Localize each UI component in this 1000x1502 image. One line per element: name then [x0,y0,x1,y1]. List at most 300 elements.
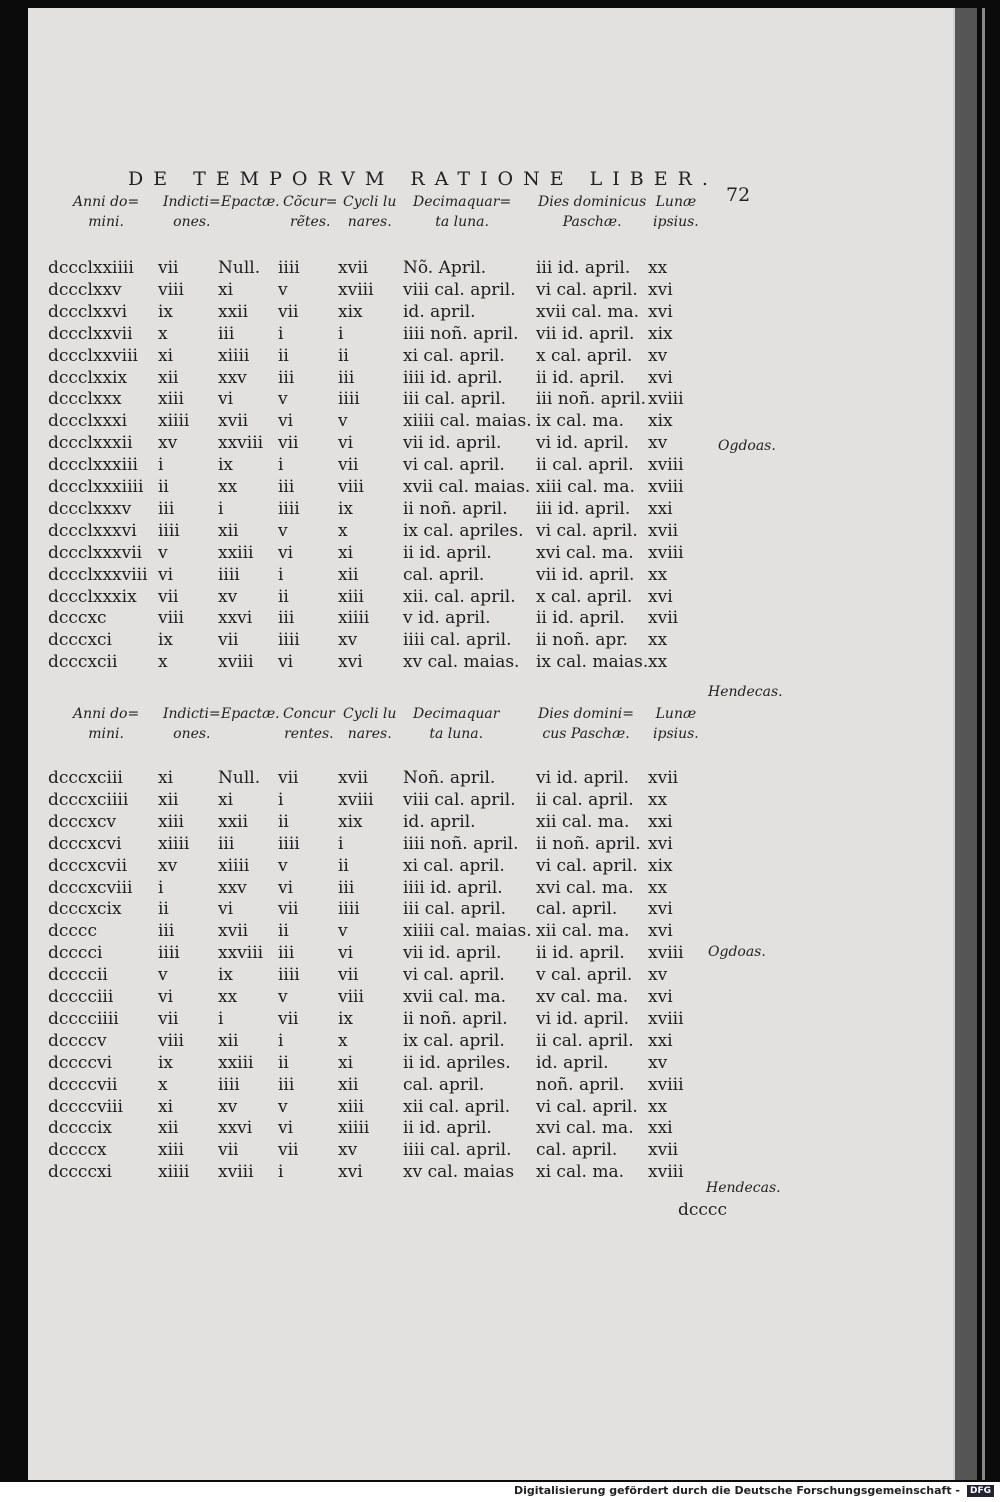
margin-note-ogdoas: Ogdoas. [708,944,766,960]
cell-easter-sunday: vi cal. april. [536,855,638,876]
cell-epact: xii [218,1030,239,1051]
column-header-line: Epactæ. [221,706,280,722]
cell-year: dcccciiii [48,1008,119,1029]
cell-moon-age: xix [648,411,673,432]
column-header-indiction [163,704,221,744]
cell-lunar-cycle: vii [338,965,359,986]
cell-easter-sunday: iii noñ. april. [536,389,647,410]
cell-indiction: xiiii [158,833,190,854]
cell-indiction: iiii [158,520,180,541]
cell-easter-sunday: vi id. april. [536,768,629,788]
column-header-line: rẽtes. [289,214,331,230]
cell-year: dccccvii [48,1074,118,1095]
table-row [28,1118,953,1140]
cell-lunar-cycle: x [338,520,348,541]
column-header-line: Anni do= [73,194,140,210]
column-header-epact [221,704,280,724]
cell-moon-age: xvii [648,520,679,541]
cell-easter-sunday: vii id. april. [536,323,635,344]
cell-indiction: x [158,323,168,344]
cell-year: dccccii [48,965,108,986]
cell-epact: xx [218,987,238,1007]
cell-indiction: vii [158,258,179,278]
cell-easter-sunday: vi cal. april. [536,520,638,541]
cell-year: dcccxcvii [48,855,128,876]
column-header-line: Indicti= [163,706,221,722]
cell-concurrent: i [278,789,284,810]
cell-indiction: iiii [158,943,180,964]
cell-year: dccclxxxiiii [48,477,144,497]
cell-concurrent: v [278,855,288,876]
cell-moon-age: xvii [648,1140,679,1161]
cell-lunar-cycle: v [338,921,348,942]
cell-year: dccccv [48,1030,107,1051]
cell-year: dccclxxxii [48,433,133,454]
cell-year: dccclxxxvii [48,542,143,563]
column-header-line: Decimaquar [413,706,500,722]
cell-fourteenth-moon: xvii cal. maias. [403,477,531,497]
column-header-line: Dies domini= [538,706,634,722]
cell-lunar-cycle: xvi [338,1162,363,1183]
cell-indiction: x [158,652,168,673]
cell-easter-sunday: xvi cal. ma. [536,542,634,563]
cell-indiction: xiii [158,389,184,410]
column-header-line: Dies dominicus [538,194,647,210]
cell-epact: vi [218,899,234,920]
table-row [28,921,953,943]
cell-concurrent: i [278,1030,284,1051]
cell-concurrent: vii [278,768,299,788]
cell-epact: xxv [218,877,247,898]
cell-fourteenth-moon: ii id. apriles. [403,1052,511,1073]
table-row [28,411,953,433]
cell-easter-sunday: xvii cal. ma. [536,301,640,322]
cell-concurrent: vi [278,411,294,432]
cell-concurrent: vii [278,1008,299,1029]
cell-easter-sunday: x cal. april. [536,345,633,366]
cell-indiction: v [158,965,168,986]
cell-lunar-cycle: i [338,833,344,854]
cell-year: dcccci [48,943,103,964]
table-row [28,302,953,324]
table-row [28,1097,953,1119]
cell-epact: iii [218,323,235,344]
cell-indiction: xi [158,1096,174,1117]
cell-epact: i [218,1008,224,1029]
cell-lunar-cycle: xviii [338,279,374,300]
cell-moon-age: xvi [648,987,673,1007]
cell-epact: xiiii [218,345,250,366]
cell-easter-sunday: vii id. april. [536,564,635,585]
cell-year: dccccxi [48,1162,112,1183]
cell-easter-sunday: ii cal. april. [536,455,634,476]
cell-indiction: ii [158,477,169,497]
cell-concurrent: vi [278,877,294,898]
column-header-easter-sunday [538,192,646,232]
cell-year: dcccxcii [48,652,118,673]
table-row [28,943,953,965]
column-header-line: nares. [347,726,392,742]
table-row [28,608,953,630]
cell-epact: xxiii [218,542,254,563]
table-row [28,768,953,790]
column-header-line: ta luna. [429,726,484,742]
cell-epact: iiii [218,564,240,585]
cell-moon-age: xxi [648,1118,673,1139]
cell-concurrent: iiii [278,833,300,854]
cell-concurrent: v [278,389,288,410]
cell-epact: xx [218,477,238,497]
cell-concurrent: ii [278,1052,289,1073]
column-header-fourteenth-moon [413,192,511,232]
cell-lunar-cycle: xiii [338,586,364,607]
cell-indiction: xiii [158,811,184,832]
cell-easter-sunday: ii noñ. apr. [536,630,628,651]
cell-easter-sunday: xi cal. ma. [536,1162,624,1183]
cell-easter-sunday: iii id. april. [536,258,631,278]
table-row [28,455,953,477]
cell-easter-sunday: xii cal. ma. [536,921,630,942]
column-header-easter-sunday [538,704,634,744]
cell-indiction: i [158,455,164,476]
cell-indiction: vii [158,586,179,607]
table-row [28,1162,953,1184]
cell-lunar-cycle: xii [338,1074,359,1095]
cell-indiction: viii [158,608,184,629]
cell-fourteenth-moon: vii id. april. [403,433,502,454]
cell-concurrent: iii [278,943,295,964]
cell-epact: xiiii [218,855,250,876]
cell-concurrent: ii [278,345,289,366]
table-row [28,1031,953,1053]
cell-fourteenth-moon: iiii id. april. [403,877,503,898]
cell-concurrent: ii [278,586,289,607]
column-header-line: ta luna. [435,214,489,230]
cell-lunar-cycle: vi [338,943,354,964]
cell-year: dcccxci [48,630,112,651]
cell-epact: xxv [218,367,247,388]
cell-fourteenth-moon: vi cal. april. [403,965,505,986]
cell-moon-age: xxi [648,498,673,519]
cell-fourteenth-moon: ix cal. april. [403,1030,505,1051]
table-row [28,1009,953,1031]
cell-epact: ix [218,965,234,986]
cell-epact: xviii [218,652,254,673]
column-header-fourteenth-moon [413,704,499,744]
cell-easter-sunday: ix cal. maias. [536,652,649,673]
column-header-line: mini. [88,726,124,742]
column-header-line: mini. [88,214,124,230]
cell-indiction: x [158,1074,168,1095]
cell-moon-age: xviii [648,1074,684,1095]
cell-moon-age: xx [648,630,668,651]
cell-year: dccclxxx [48,389,122,410]
table-row [28,1053,953,1075]
cell-moon-age: xvii [648,608,679,629]
table-row [28,280,953,302]
cell-fourteenth-moon: xv cal. maias [403,1162,515,1183]
cell-concurrent: vii [278,1140,299,1161]
cell-lunar-cycle: xiii [338,1096,364,1117]
cell-moon-age: xv [648,345,668,366]
cell-concurrent: v [278,987,288,1007]
cell-easter-sunday: cal. april. [536,1140,618,1161]
cell-easter-sunday: xii cal. ma. [536,811,630,832]
cell-lunar-cycle: xviii [338,789,374,810]
cell-moon-age: xx [648,564,668,585]
cell-fourteenth-moon: xi cal. april. [403,855,505,876]
cell-indiction: iii [158,498,175,519]
cell-moon-age: xv [648,433,668,454]
cell-easter-sunday: x cal. april. [536,586,633,607]
cell-concurrent: v [278,1096,288,1117]
cell-concurrent: i [278,564,284,585]
cell-fourteenth-moon: vii id. april. [403,943,502,964]
cell-moon-age: xvi [648,833,673,854]
cell-fourteenth-moon: id. april. [403,301,476,322]
cell-year: dccclxxxix [48,586,137,607]
cell-fourteenth-moon: viii cal. april. [403,279,516,300]
column-header-line: Concur [283,706,335,722]
table-row [28,565,953,587]
cell-lunar-cycle: x [338,1030,348,1051]
cell-easter-sunday: ii id. april. [536,367,625,388]
cell-indiction: xii [158,789,179,810]
cell-lunar-cycle: ix [338,498,354,519]
cell-fourteenth-moon: v id. april. [403,608,491,629]
cell-indiction: xiiii [158,1162,190,1183]
table-row [28,477,953,499]
cell-fourteenth-moon: cal. april. [403,1074,485,1095]
page-edge [955,8,977,1480]
cell-year: dccclxxxi [48,411,128,432]
cell-lunar-cycle: iii [338,367,355,388]
cell-fourteenth-moon: vi cal. april. [403,455,505,476]
cell-moon-age: xviii [648,477,684,497]
cell-moon-age: xix [648,323,673,344]
cell-lunar-cycle: vi [338,433,354,454]
cell-fourteenth-moon: ix cal. apriles. [403,520,524,541]
cell-epact: xi [218,279,234,300]
cell-fourteenth-moon: viii cal. april. [403,789,516,810]
cell-fourteenth-moon: iiii cal. april. [403,1140,512,1161]
cell-moon-age: xix [648,855,673,876]
table-row [28,652,953,674]
table-row [28,987,953,1009]
cell-year: dccclxxxiii [48,455,138,476]
cell-fourteenth-moon: ii id. april. [403,542,492,563]
cell-year: dccccviii [48,1096,123,1117]
cell-easter-sunday: vi id. april. [536,1008,629,1029]
cell-easter-sunday: ii noñ. april. [536,833,641,854]
footer-credit: Digitalisierung gefördert durch die Deutsche Forschungsgemeinschaft - [513,1484,960,1497]
table-row [28,258,953,280]
cell-lunar-cycle: xii [338,564,359,585]
page-edge [982,8,985,1480]
cell-fourteenth-moon: xv cal. maias. [403,652,520,673]
cell-concurrent: ii [278,811,289,832]
cell-moon-age: xviii [648,389,684,410]
cell-fourteenth-moon: Noñ. april. [403,768,496,788]
cell-epact: vi [218,389,234,410]
column-header-line: cus Paschæ. [542,726,630,742]
cell-year: dccclxxvi [48,301,128,322]
cell-fourteenth-moon: ii noñ. april. [403,498,508,519]
cell-epact: ix [218,455,234,476]
margin-note-hendecas: Hendecas. [706,1180,781,1196]
cell-lunar-cycle: xiiii [338,1118,370,1139]
column-header-lunar-cycle [343,192,396,232]
cell-easter-sunday: noñ. april. [536,1074,625,1095]
cell-easter-sunday: iii id. april. [536,498,631,519]
cell-lunar-cycle: xiiii [338,608,370,629]
cell-epact: iiii [218,1074,240,1095]
cell-epact: xxvi [218,608,253,629]
column-header-line: Paschæ. [562,214,622,230]
column-header-line: Lunæ [655,706,697,722]
cell-lunar-cycle: ii [338,345,349,366]
table-row [28,346,953,368]
cell-year: dccclxxv [48,279,122,300]
cell-easter-sunday: xiii cal. ma. [536,477,635,497]
cell-indiction: xi [158,345,174,366]
dfg-logo: DFG [967,1485,994,1497]
column-header-line: ones. [173,726,211,742]
cell-concurrent: vi [278,652,294,673]
cell-moon-age: xx [648,877,668,898]
cell-concurrent: i [278,455,284,476]
cell-lunar-cycle: xvii [338,258,369,278]
cell-moon-age: xvii [648,768,679,788]
cell-indiction: xi [158,768,174,788]
cell-moon-age: xvi [648,899,673,920]
cell-year: dccclxxix [48,367,128,388]
cell-year: dcccxcix [48,899,122,920]
cell-easter-sunday: vi cal. april. [536,1096,638,1117]
cell-lunar-cycle: xvii [338,768,369,788]
table-row [28,878,953,900]
cell-fourteenth-moon: iiii noñ. april. [403,323,519,344]
cell-lunar-cycle: i [338,323,344,344]
cell-year: dcccc [48,921,97,942]
cell-indiction: i [158,877,164,898]
cell-fourteenth-moon: xii. cal. april. [403,586,516,607]
cell-moon-age: xviii [648,1162,684,1183]
book-page [28,8,955,1480]
cell-lunar-cycle: iii [338,877,355,898]
table-row [28,630,953,652]
running-head: DE TEMPORVM RATIONE LIBER. [128,168,718,190]
cell-epact: vii [218,630,239,651]
column-header-line: nares. [347,214,392,230]
cell-fourteenth-moon: xiiii cal. maias. [403,921,532,942]
table-row [28,1075,953,1097]
cell-easter-sunday: ix cal. ma. [536,411,624,432]
column-header-line: ipsius. [653,214,699,230]
cell-fourteenth-moon: ii id. april. [403,1118,492,1139]
cell-easter-sunday: ii cal. april. [536,1030,634,1051]
cell-concurrent: iii [278,367,295,388]
cell-moon-age: xxi [648,1030,673,1051]
cell-epact: xxviii [218,433,264,454]
table-row [28,899,953,921]
cell-year: dccccx [48,1140,107,1161]
cell-lunar-cycle: iiii [338,389,360,410]
cell-moon-age: xv [648,1052,668,1073]
margin-note-ogdoas: Ogdoas. [718,438,776,454]
column-header-line: ipsius. [653,726,699,742]
cell-concurrent: iiii [278,258,300,278]
cell-fourteenth-moon: xiiii cal. maias. [403,411,532,432]
table-row [28,521,953,543]
cell-year: dcccxciii [48,768,123,788]
cell-moon-age: xx [648,652,668,673]
cell-moon-age: xviii [648,455,684,476]
cell-concurrent: v [278,279,288,300]
column-header-line: Indicti= [163,194,221,210]
cell-fourteenth-moon: xii cal. april. [403,1096,511,1117]
cell-year: dcccxcvi [48,833,122,854]
cell-indiction: xiiii [158,411,190,432]
cell-moon-age: xviii [648,542,684,563]
column-header-line: rentes. [284,726,334,742]
cell-easter-sunday: id. april. [536,1052,609,1073]
cell-indiction: viii [158,279,184,300]
table-row [28,324,953,346]
cell-year: dccclxxviii [48,345,138,366]
cell-indiction: ix [158,630,174,651]
cell-lunar-cycle: ii [338,855,349,876]
table-row [28,368,953,390]
column-header-moon-age [653,704,699,744]
table-row [28,499,953,521]
column-header-line: Epactæ. [221,194,280,210]
cell-lunar-cycle: ix [338,1008,354,1029]
cell-moon-age: xxi [648,811,673,832]
cell-easter-sunday: xv cal. ma. [536,987,629,1007]
cell-fourteenth-moon: cal. april. [403,564,485,585]
column-header-line: Anni do= [73,706,140,722]
cell-epact: xxvi [218,1118,253,1139]
cell-indiction: ii [158,899,169,920]
cell-year: dcccxciiii [48,789,129,810]
cell-epact: Null. [218,258,261,278]
cell-easter-sunday: ii id. april. [536,608,625,629]
cell-moon-age: xx [648,1096,668,1117]
table-row [28,834,953,856]
cell-moon-age: xv [648,965,668,986]
cell-easter-sunday: vi id. april. [536,433,629,454]
cell-moon-age: xviii [648,943,684,964]
cell-year: dccclxxiiii [48,258,134,278]
cell-concurrent: vii [278,899,299,920]
cell-year: dccclxxvii [48,323,133,344]
cell-indiction: vii [158,1008,179,1029]
table-row [28,1140,953,1162]
table-row [28,965,953,987]
cell-epact: xii [218,520,239,541]
cell-indiction: viii [158,1030,184,1051]
cell-year: dcccxcviii [48,877,133,898]
cell-concurrent: iii [278,1074,295,1095]
cell-indiction: vi [158,987,174,1007]
cell-easter-sunday: xvi cal. ma. [536,1118,634,1139]
cell-lunar-cycle: v [338,411,348,432]
cell-epact: xviii [218,1162,254,1183]
cell-concurrent: iiii [278,498,300,519]
column-header-line: Cycli lu [343,194,397,210]
table-row [28,389,953,411]
